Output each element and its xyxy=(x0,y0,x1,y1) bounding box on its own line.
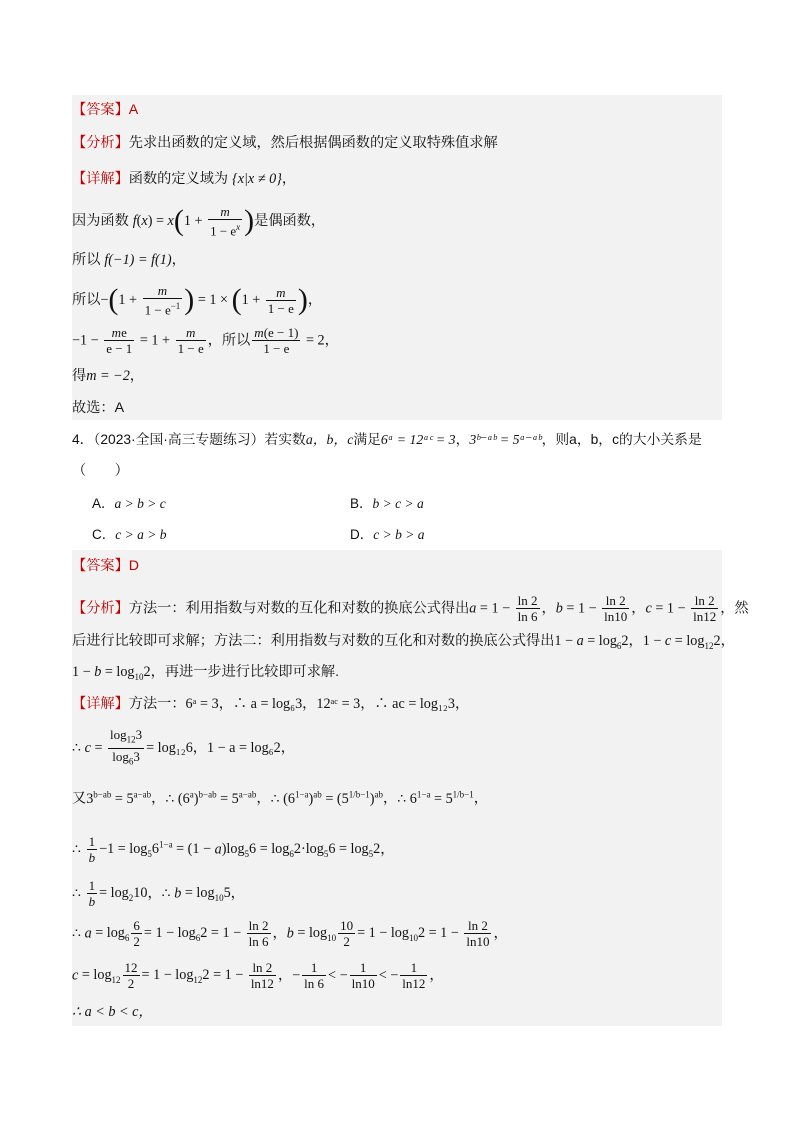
option-c xyxy=(92,525,166,545)
text: ，然 xyxy=(720,600,749,617)
answer-line-2 xyxy=(72,556,139,576)
result: m = −2 xyxy=(86,368,130,384)
text: 满足 xyxy=(353,432,381,447)
option-letter: C． xyxy=(92,527,116,542)
text: ，所以 xyxy=(207,332,251,349)
fraction: $\frac{m(e - 1)}{1 - e}$ xyxy=(254,325,299,356)
option-letter: A． xyxy=(92,496,115,511)
text: 后进行比较即可求解；方法二：利用指数与对数的互化和对数的换底公式得出 xyxy=(72,633,555,649)
question-line-2 xyxy=(72,461,129,481)
detail-line-2-2: ∴ c = $\frac{\log_{12}3}{\log_63}$ = log₁₂6，1 − a = log₆2， xyxy=(72,727,295,767)
text: 故选： xyxy=(72,400,115,416)
answer-value: D xyxy=(128,558,140,574)
analysis-text: 先求出函数的定义域，然后根据偶函数的定义取特殊值求解 xyxy=(128,135,498,151)
option-letter: D． xyxy=(350,527,374,542)
detail-line-3 xyxy=(72,250,186,270)
answer-line-1 xyxy=(72,100,138,120)
equation: 6ᵃ = 3，∴ a = log₆3，12ᵃᶜ = 3，∴ ac = log₁₂3， xyxy=(185,696,470,712)
detail-line-2-5: ∴ $\frac{1}{b}$ = $\log_210$，∴ $b = \log_{10}5$， xyxy=(72,878,245,909)
question-text: 4．（2023·全国·高三专题练习）若实数 xyxy=(72,432,306,447)
condition-1: 6ᵃ = 12ᵃᶜ = 3 xyxy=(380,432,456,447)
punct: ， xyxy=(171,252,186,268)
option-expr: b > c > a xyxy=(372,496,424,511)
text: 所以 xyxy=(72,252,101,268)
fraction: $\frac{m}{1 - e^x}$ xyxy=(210,204,241,239)
domain-set: {x|x ≠ 0} xyxy=(232,171,282,187)
analysis-line-1 xyxy=(72,133,498,153)
option-expr: a > b > c xyxy=(114,496,166,511)
detail-line-6 xyxy=(72,366,144,386)
detail-text: 函数的定义域为 xyxy=(128,171,229,187)
detail-line-4: 所以−(1 + $\frac{m}{1 - e^{-1}}$ ) = 1 × (1 + $\frac{m}{1 - e}$ )， xyxy=(72,283,323,318)
detail-line-2-8: ∴ a < b < c， xyxy=(72,1004,153,1020)
analysis-line-2c: $1 - b = \log_{10}2$，再进一步进行比较即可求解. xyxy=(72,664,340,682)
fraction: $\frac{me}{e - 1}$ xyxy=(106,325,133,356)
analysis-text: 方法一：利用指数与对数的互化和对数的换底公式得出 xyxy=(128,600,470,617)
condition-2: 3ᵇ⁻ᵃᵇ = 5ᵃ⁻ᵃᵇ xyxy=(469,432,542,447)
equation: f(−1) = f(1) xyxy=(104,252,172,268)
detail-line-2-7: $c = \log_{12}$ $\frac{12}{2}$ = $1 - \log_{12}2 = 1$ − $\frac{\ln 2}{\ln 12}$ ，− $\frac{1}{\ln 6}$ < − $\frac{1}{\ln 10}$ < − $\frac{1}{\ln 12}$ ， xyxy=(72,960,444,991)
punct: ， xyxy=(129,368,144,384)
question-line-1: 4．（2023·全国·高三专题练习）若实数a，b，c满足6ᵃ = 12ᵃᶜ = 3，3ᵇ⁻ᵃᵇ = 5ᵃ⁻ᵃᵇ，则a，b，c的大小关系是 xyxy=(72,432,702,447)
text: 因为函数 xyxy=(72,212,129,229)
detail-line-2: 因为函数 f(x) = x(1 + $\frac{m}{1 - e^x}$ )是偶函数， xyxy=(72,204,326,239)
fraction: $\frac{m}{1 - e^{-1}}$ xyxy=(144,283,181,318)
equation: = log₁₂6，1 − a = log₆2， xyxy=(146,739,295,756)
detail-tag: 【详解】 xyxy=(72,696,129,712)
fraction: $\frac{m}{1 - e}$ xyxy=(267,284,294,316)
analysis-line-2a: 【分析】方法一：利用指数与对数的互化和对数的换底公式得出a = 1 − $\frac{\ln 2}{\ln 6}$ ，b = 1 − $\frac{\ln 2}{\ln 10}$ ，c = 1 − $\frac{\ln 2}{\ln 12}$ ，然 xyxy=(72,593,749,624)
text: 方法一： xyxy=(128,696,186,712)
detail-line-2-4: ∴ $\frac{1}{b}$ $-1 = \log_56^{1-a} = (1 - a)\log_56 = \log_62\cdot\log_56 = \log_52$， xyxy=(72,834,395,865)
text: 又 xyxy=(72,790,87,807)
option-expr: c > a > b xyxy=(115,527,167,542)
text: ，则a，b，c的大小关系是 xyxy=(541,432,702,447)
option-a xyxy=(92,494,166,514)
analysis-tag: 【分析】 xyxy=(72,135,129,151)
option-b xyxy=(350,494,424,514)
punct: ， xyxy=(281,171,297,187)
text: 所以 xyxy=(72,291,101,308)
detail-line-1 xyxy=(72,169,296,189)
text: ，再进一步进行比较即可求解. xyxy=(150,664,340,680)
choice: A xyxy=(114,400,125,416)
detail-line-7 xyxy=(72,398,124,418)
answer-tag: 【答案】 xyxy=(72,558,129,574)
formula-f: f xyxy=(132,212,137,229)
option-d xyxy=(350,525,424,545)
detail-line-2-1 xyxy=(72,694,469,714)
option-letter: B． xyxy=(350,496,373,511)
detail-line-2-3: 又$3^{b-ab} = 5^{a-ab}$，∴ $(6^a)^{b-ab} = 5^{a-ab}$，∴ $(6^{1-a})^{ab} = (5^{1/b-1})^{ab}$，∴ $6^{1-a} = 5^{1/b-1}$， xyxy=(72,789,488,807)
blank: （ ） xyxy=(72,463,129,479)
analysis-tag: 【分析】 xyxy=(72,600,129,617)
text: 得 xyxy=(72,368,87,384)
analysis-line-2b: 后进行比较即可求解；方法二：利用指数与对数的互化和对数的换底公式得出$1 - a = \log_62$，$1 - c = \log_{12}2$， xyxy=(72,633,735,651)
text: 是偶函数， xyxy=(254,212,326,229)
fraction: $\frac{m}{1 - e}$ xyxy=(177,325,204,356)
detail-tag: 【详解】 xyxy=(72,171,129,187)
answer-value: A xyxy=(128,102,139,118)
vars: a，b，c xyxy=(305,432,354,447)
detail-line-5: −1 − $\frac{me}{e - 1}$ = 1 + $\frac{m}{1 - e}$ ，所以 $\frac{m(e - 1)}{1 - e}$ = 2， xyxy=(72,325,339,356)
detail-line-2-6: ∴ $a = \log_6$ $\frac{6}{2}$ = $1 - \log_62 = 1$ − $\frac{\ln 2}{\ln 6}$ ，$b = \log_{10}$ $\frac{10}{2}$ = $1 - \log_{10}2 = 1$ − $\frac{\ln 2}{\ln 10}$ ， xyxy=(72,918,508,949)
answer-tag: 【答案】 xyxy=(72,102,129,118)
option-expr: c > b > a xyxy=(373,527,425,542)
